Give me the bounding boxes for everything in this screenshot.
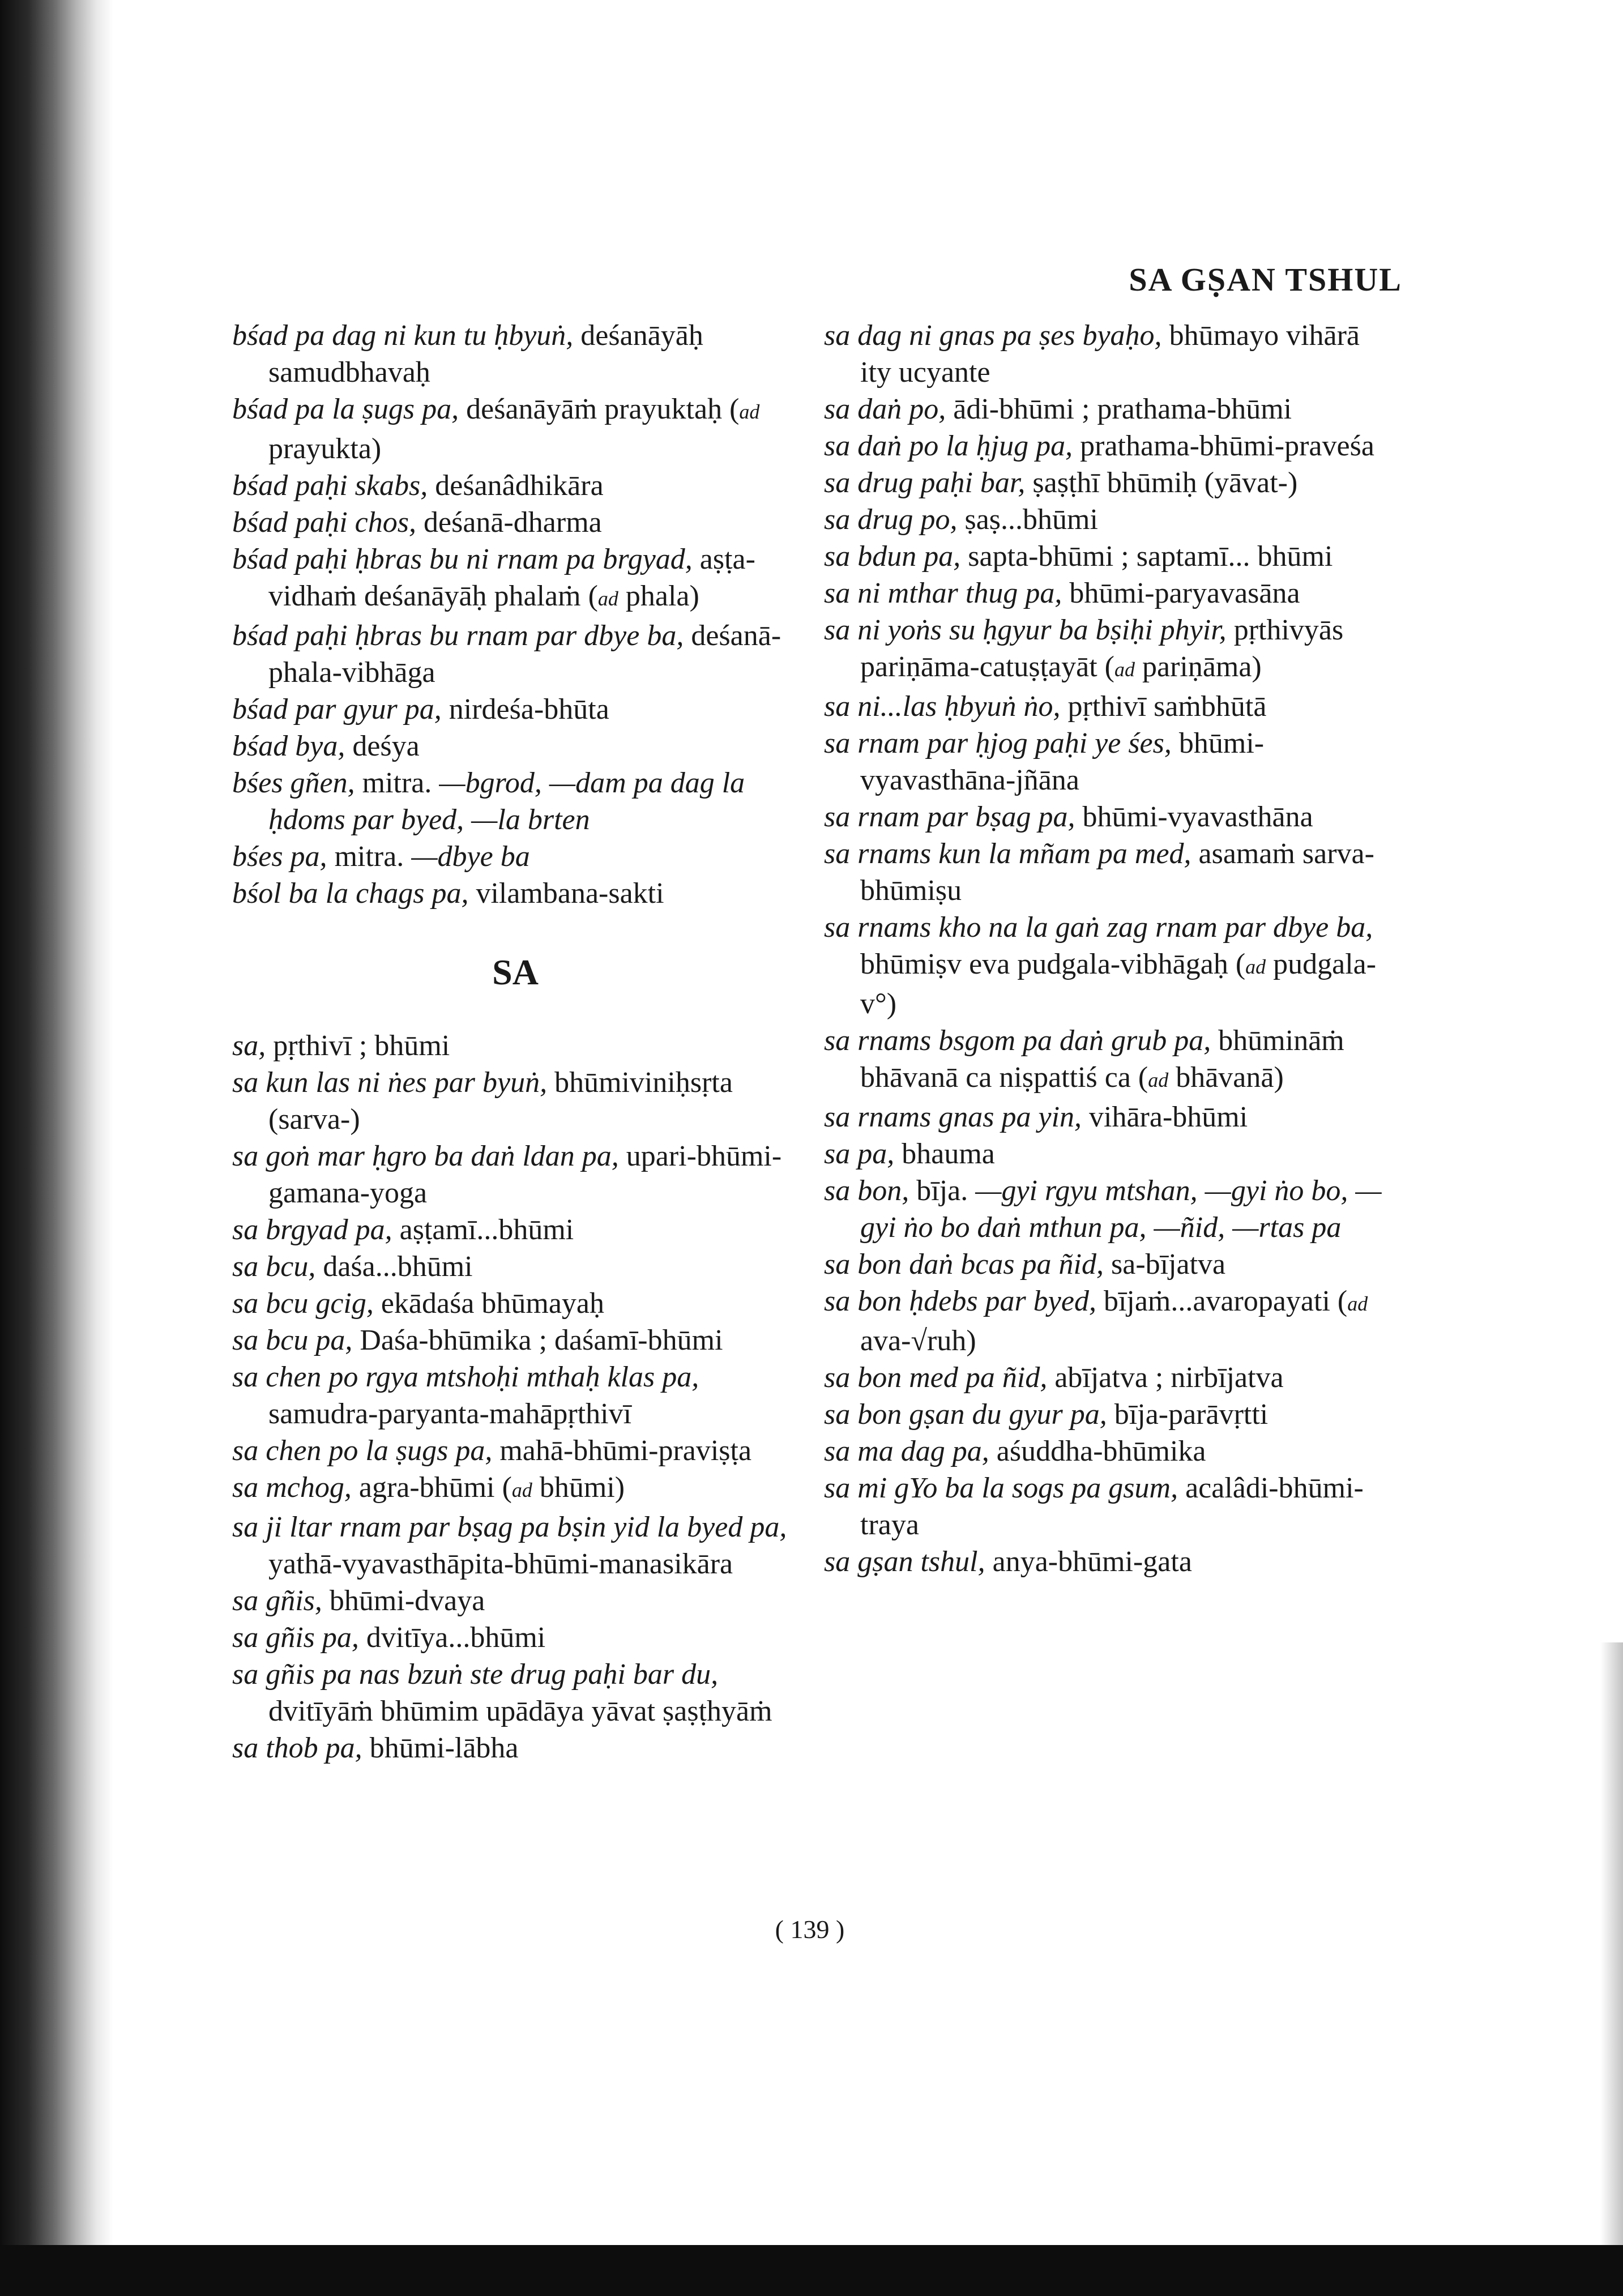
entry-headword: sa gṣan tshul, [824,1546,985,1578]
dictionary-entry [232,875,798,912]
dictionary-entry [824,501,1396,538]
entry-headword: sa ni mthar thug pa, [824,577,1062,609]
entry-headword: bśad pa la ṣugs pa, [232,393,459,425]
entry-headword: sa bdun pa, [824,540,961,573]
entry-headword: sa ma dag pa, [824,1435,989,1467]
dictionary-entry [232,1656,798,1730]
right-column [824,317,1396,1580]
entry-abbreviation: ad [1347,1292,1368,1315]
dictionary-entry [824,317,1396,391]
entry-definition: mitra. [355,767,439,799]
dictionary-entry [232,317,798,391]
entry-definition-cont: bhāvanā) [1168,1061,1284,1094]
entry-headword: sa, [232,1030,266,1062]
entry-headword: sa chen po la ṣugs pa, [232,1435,493,1467]
dictionary-entry [824,1470,1396,1543]
entry-headword: sa gñis, [232,1585,322,1617]
dictionary-entry [232,1730,798,1766]
entry-definition: bhūmi-paryavasāna [1062,577,1300,609]
entry-headword: bśes pa, [232,840,327,873]
dictionary-entry [824,799,1396,835]
entry-definition: sapta-bhūmi ; saptamī... bhūmi [960,540,1333,573]
entry-definition: anya-bhūmi-gata [985,1546,1192,1578]
entry-headword: sa daṅ po la ḥjug pa, [824,430,1073,462]
entry-definition-cont: prayukta) [268,433,382,465]
dictionary-entry [824,391,1396,428]
entry-definition: bhūmināṁ bhāvanā ca niṣpattiś ca ( [860,1025,1344,1094]
entry-headword: sa rnams kun la mñam pa med, [824,838,1191,870]
entry-headword: sa ni...las ḥbyuṅ ṅo, [824,690,1061,723]
entry-definition: aṣṭa-vidhaṁ deśanāyāḥ phalaṁ ( [268,543,755,612]
dictionary-entry [232,504,798,541]
entry-headword: sa mi gYo ba la sogs pa gsum, [824,1472,1178,1504]
dictionary-entry [232,1509,798,1582]
entry-definition: deśanāyāṁ prayuktaḥ ( [459,393,740,425]
dictionary-entry [232,838,798,875]
entry-definition: bīja. [909,1175,976,1207]
entry-headword: bśes gñen, [232,767,355,799]
entry-definition-cont: ava-√ruh) [860,1325,976,1357]
entry-definition: prathama-bhūmi-praveśa [1073,430,1374,462]
entry-derived-forms: —gyi rgyu mtshan, —gyi ṅo bo, —gyi ṅo bo daṅ mthun pa, —ñid, —rtas pa [860,1175,1382,1244]
entry-headword: sa bon daṅ bcas pa ñid, [824,1248,1104,1281]
entry-definition: abījatva ; nirbījatva [1047,1362,1284,1394]
scan-shadow-edge [0,0,113,2296]
section-title: SA [492,952,539,992]
entry-headword: sa bon, [824,1175,909,1207]
entry-definition: deśanāyāḥ samudbhavaḥ [268,319,703,389]
entry-derived-forms: —bgrod, —dam pa dag la ḥdoms par byed, —la brten [268,767,745,836]
entry-headword: sa daṅ po, [824,393,946,425]
dictionary-entry [232,467,798,504]
entry-definition: vihāra-bhūmi [1082,1101,1248,1133]
entry-definition: deśanā-dharma [416,506,602,539]
entry-definition: aśuddha-bhūmika [989,1435,1206,1467]
entry-headword: sa rnam par ḥjog paḥi ye śes, [824,727,1172,759]
entry-headword: bśad paḥi chos, [232,506,416,539]
dictionary-entry [824,688,1396,725]
entry-definition: vilambana-sakti [468,877,664,910]
entry-headword: sa bcu gcig, [232,1287,374,1320]
dictionary-entry [232,1027,798,1064]
entry-definition: mitra. [327,840,412,873]
entry-definition: bījaṁ...avaropayati ( [1096,1285,1348,1317]
entry-headword: sa gñis pa nas bzuṅ ste drug paḥi bar du, [232,1658,719,1691]
dictionary-entry [824,1433,1396,1470]
entry-definition: pṛthivī ; bhūmi [266,1030,450,1062]
dictionary-entry [824,428,1396,464]
entry-definition: deśanâdhikāra [428,470,604,502]
scan-bottom-border [0,2245,1623,2296]
dictionary-entry [824,1396,1396,1433]
dictionary-entry [824,612,1396,688]
dictionary-entry [824,1099,1396,1136]
dictionary-entry [232,1432,798,1469]
dictionary-entry [824,1246,1396,1283]
entry-headword: bśol ba la chags pa, [232,877,469,910]
entry-definition-cont: pudgala-v°) [860,948,1377,1020]
dictionary-entry [824,538,1396,575]
entry-definition-cont: pariṇāma) [1134,651,1262,683]
dictionary-entry [232,1138,798,1211]
dictionary-entry [232,391,798,467]
entry-definition: bhūmiviniḥsṛta (sarva-) [268,1066,733,1136]
entries-after-section [232,1027,798,1766]
entry-definition: daśa...bhūmi [315,1251,473,1283]
dictionary-entry [824,909,1396,1022]
entry-headword: sa ni yoṅs su ḥgyur ba bṣiḥi phyir, [824,614,1227,646]
dictionary-entry [824,1359,1396,1396]
dictionary-entry [824,1283,1396,1359]
entry-definition: mahā-bhūmi-praviṣṭa [492,1435,752,1467]
entry-definition: ṣaṣ...bhūmi [957,503,1098,536]
entry-headword: sa mchog, [232,1471,352,1504]
dictionary-entry [824,1172,1396,1246]
entry-definition: aṣṭamī...bhūmi [392,1214,574,1246]
entry-definition-cont: phala) [618,580,699,612]
dictionary-entry [232,765,798,838]
entry-headword: sa bon ḥdebs par byed, [824,1285,1096,1317]
entry-definition: pṛthivyās pariṇāma-catuṣṭayāt ( [860,614,1344,683]
entry-definition: deśanā-phala-vibhāga [268,620,781,689]
entry-headword: sa drug po, [824,503,958,536]
scan-shadow-right [1600,1642,1623,2296]
entry-definition: pṛthivī saṁbhūtā [1060,690,1267,723]
entry-headword: bśad pa dag ni kun tu ḥbyuṅ, [232,319,574,352]
entry-headword: bśad bya, [232,730,345,762]
entry-headword: sa bcu pa, [232,1324,353,1356]
entry-headword: bśad paḥi ḥbras bu rnam par dbye ba, [232,620,684,652]
entry-headword: sa drug paḥi bar, [824,467,1026,499]
dictionary-entry [824,1022,1396,1099]
entry-headword: sa rnams gnas pa yin, [824,1101,1082,1133]
entry-abbreviation: ad [1245,955,1266,978]
entry-headword: sa pa, [824,1138,895,1170]
entry-headword: sa bon gṣan du gyur pa, [824,1398,1107,1431]
entry-headword: sa rnams bsgom pa daṅ grub pa, [824,1025,1211,1057]
entry-definition: bhūmayo vihārā ity ucyante [860,319,1360,389]
entry-definition: dvitīyāṁ bhūmim upādāya yāvat ṣaṣṭhyāṁ [268,1695,772,1727]
entries-before-section [232,317,798,912]
page-number: ( 139 ) [775,1915,845,1944]
entry-abbreviation: ad [1148,1069,1169,1091]
dictionary-entry [232,617,798,691]
entry-definition: bhūmi-lābha [362,1732,519,1764]
dictionary-entry [232,1469,798,1509]
dictionary-entry [232,1211,798,1248]
entry-definition: ṣaṣṭhī bhūmiḥ (yāvat-) [1025,467,1298,499]
entry-headword: sa goṅ mar ḥgro ba daṅ ldan pa, [232,1140,619,1172]
dictionary-entry [824,1136,1396,1172]
entry-definition: sa-bījatva [1104,1248,1226,1281]
entry-headword: bśad par gyur pa, [232,693,442,725]
entry-abbreviation: ad [511,1479,532,1501]
dictionary-entry [232,1248,798,1285]
dictionary-entry [232,728,798,765]
entry-definition: bhauma [894,1138,995,1170]
entry-definition: bīja-parāvṛtti [1107,1398,1268,1431]
dictionary-entry [232,691,798,728]
entry-definition: samudra-paryanta-mahāpṛthivī [268,1398,632,1430]
entry-headword: sa bcu, [232,1251,316,1283]
entry-headword: sa rnams kho na la gaṅ zag rnam par dbye ba, [824,911,1373,944]
entry-headword: sa dag ni gnas pa ṣes byaḥo, [824,319,1162,352]
entry-headword: sa bon med pa ñid, [824,1362,1048,1394]
running-head: SA GṢAN TSHUL [1129,261,1402,298]
entry-definition: bhūmi-dvaya [322,1585,485,1617]
entry-definition: dvitīya...bhūmi [358,1621,546,1654]
entry-headword: sa brgyad pa, [232,1214,392,1246]
entry-abbreviation: ad [597,587,618,610]
entry-definition: bhūmiṣv eva pudgala-vibhāgaḥ ( [860,948,1246,980]
dictionary-entry [232,1359,798,1432]
left-column [232,317,798,1766]
entry-derived-forms: —dbye ba [411,840,530,873]
entry-definition: upari-bhūmi-gamana-yoga [268,1140,782,1209]
entry-definition: acalâdi-bhūmi-traya [860,1472,1364,1541]
dictionary-entry [824,1543,1396,1580]
entry-definition: nirdeśa-bhūta [441,693,609,725]
entry-headword: sa gñis pa, [232,1621,359,1654]
dictionary-entry [824,464,1396,501]
entry-abbreviation: ad [739,400,760,423]
dictionary-entry [232,1322,798,1359]
dictionary-entry [232,541,798,617]
entry-definition: agra-bhūmi ( [351,1471,512,1504]
entry-headword: sa ji ltar rnam par bṣag pa bṣin yid la byed pa, [232,1511,787,1543]
dictionary-entry [232,1064,798,1138]
entry-headword: sa chen po rgya mtshoḥi mthaḥ klas pa, [232,1361,699,1393]
entry-headword: bśad paḥi skabs, [232,470,428,502]
entry-headword: sa thob pa, [232,1732,362,1764]
dictionary-entry [824,725,1396,799]
entry-headword: sa rnam par bṣag pa, [824,801,1075,833]
entry-definition: ādi-bhūmi ; prathama-bhūmi [946,393,1292,425]
dictionary-entry [232,1619,798,1656]
entry-definition: Daśa-bhūmika ; daśamī-bhūmi [352,1324,723,1356]
dictionary-entry [232,1582,798,1619]
dictionary-entry [824,835,1396,909]
entry-definition: bhūmi-vyavasthāna [1075,801,1313,833]
dictionary-entry [232,1285,798,1322]
entry-definition-cont: bhūmi) [532,1471,625,1504]
entry-headword: bśad paḥi ḥbras bu ni rnam pa brgyad, [232,543,693,575]
entries-right [824,317,1396,1580]
entry-definition: deśya [345,730,420,762]
dictionary-entry [824,575,1396,612]
entry-definition: ekādaśa bhūmayaḥ [373,1287,605,1320]
entry-abbreviation: ad [1114,658,1135,681]
entry-definition: asamaṁ sarva-bhūmiṣu [860,838,1374,907]
entry-headword: sa kun las ni ṅes par byuṅ, [232,1066,548,1099]
entry-definition: yathā-vyavasthāpita-bhūmi-manasikāra [268,1548,733,1580]
entry-definition: bhūmi-vyavasthāna-jñāna [860,727,1265,796]
